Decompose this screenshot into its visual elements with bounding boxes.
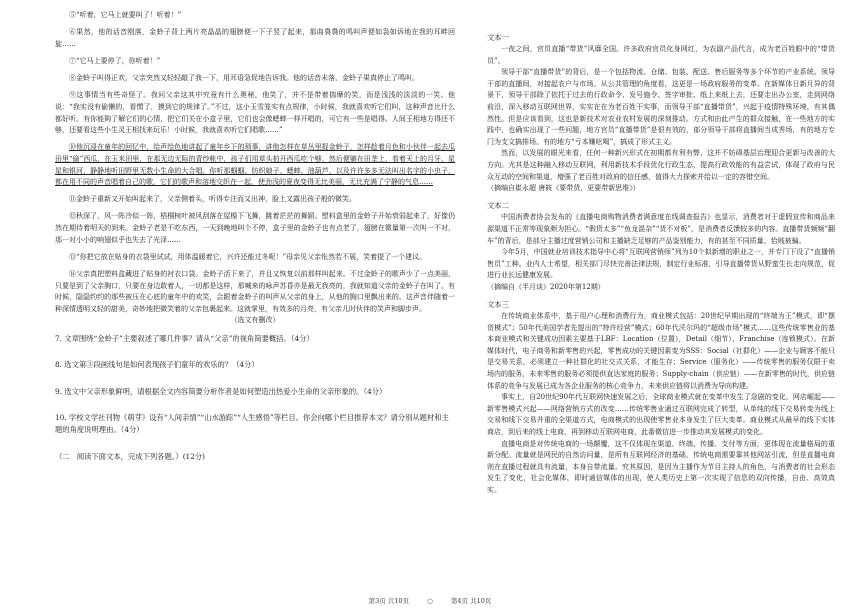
para-12: ⑫秋深了，风一阵冷似一阵，梧桐树叶被风刮落在屋檐下飞舞，跳着茫茫的舞蹈。塑料盒里的金蛉子开始衰弱起来了，好像仍然在期待着明天的到来。金蛉子老是不吃东西，一天到晚地叫个不停，盒子里的金蛉子也有点老了，翅膀在微量第一次叫一不对，那一对小小的响翅似乎也失去了光泽……: [55, 212, 455, 244]
para-8: ⑧金蛉子叫得正欢，父亲突然又轻轻敲了我一下，用耳语急促地告诉我。他的话音未落，金蛉子果真停止了鸣叫。: [69, 74, 419, 83]
question-9: 9. 选文中父亲形象鲜明，请根据全文内容简要分析作者是如何塑造出热爱小生命的父亲形象的。（4分）: [55, 386, 387, 396]
text-two-heading: 文本二: [487, 201, 509, 211]
text-one-para: 一夜之间，官员直播“带货”风靡全国。许多政府官员化身网红，为农副产品代言，成为老百姓眼中的“带货员”。: [487, 45, 835, 65]
section-two-heading: （二 阅读下面文本，完成下列各题。）(12分): [55, 451, 205, 461]
question-7: 7. 文章围绕“金蛉子”主要叙述了哪几件事？请从“父亲”的视角简要概括。（4分）: [55, 333, 314, 343]
page-number-right: 第4页 共10页: [450, 597, 492, 605]
text-one-para: 然而，以发展的眼光来看，任何一种新兴形式在初期都有利有弊，这并不妨碍基层治理迎合更新与改善的大方向。尤其是这种融入移动互联网，利用新技术手段优化行政生态，提高行政效能的有益尝试，体现了政府与民众互动的空间和渠道，增强了老百姓对政府的信任感，值得大力探索并给以一定的容错空间。: [487, 149, 835, 181]
text-three-para: 事实上，自20世纪90年代互联网快速发展之后，全球商业模式就在变革中发生了急剧的变化，网店崛起——新零售模式兴起——网络营销方式的改变……传统零售业通过互联网完成了转型，从单纯的线下交易转变为线上交易和线下交易并重的全渠道方式，电商模式的出现使零售业本身发生了巨大变革。商业模式从最早的线下实体商店，到后来的线上电商，再到移动互联网电商，此番微信进一步推动其发展模式的变化。: [487, 393, 835, 436]
text-one-para: 领导干部“直播带货”的背后，是一个包括物流、仓储、包装、配送、售后服务等多个环节的产业系统。领导干部的直播间，对接起农户与市场。从公共管理的角度看，这更是一场政府服务的变革。在新媒体日新月异的背景下，领导干部除了依托于过去的行政命令、发号施令、签字审批、纸上来纸上去，还要走出办公室，走到网络前沿，深入移动互联网世界，实实在在为老百姓干实事，而领导干部“直播带货”，兴起于疫情特殊环境，有其偶然性。但是应该看到，这也是新技术对农业农村发展的深刻推动。方式和由此产生的群众接触，在一些地方的实践中，也确实出现了一些问题，地方官员“直播带货”是很有效的，部分领导干部将直播间当成秀场，有的地方专门为支文搞排场。有的地方“亏本赚吆喝”，搞成了形式主义。: [487, 68, 835, 146]
text-two-para: 中国消费者协会发布的《直播电商购物消费者满意度在线调查报告》也显示，消费者对于虚假宣传和商品来源渠道不正常等现象颇为担心。“假货太多”“鱼龙混杂”“货不对板”，是消费者反馈较多的内容。直播带货频频“翻车”的背后，是部分主播过度营销公司和主播缺乏足够的产品鉴别能力，有的甚至不同质量、恰贱被骗。: [487, 213, 835, 245]
question-10: 10. 学校文学社刊物《萌芽》设有“人间亲情”“山水游踪”“人生感悟”等栏目。你会向哪个栏目推荐本文？请分别从题材和主题的角度说明理由。（4分）: [55, 413, 449, 434]
para-13: ⑬“你把它放在贴身的衣袋里试试，用体温暖着它，兴许还能过冬呢！”母亲见父亲怅然若不展，笑着提了一个建议。: [69, 252, 427, 261]
para-11: ⑪金蛉子重新又开始叫起来了，父亲侧着头，听得专注而又出神，脸上又露出孩子般的微笑。: [69, 195, 356, 204]
para-7: ⑦“它马上要停了，你听着！”: [69, 56, 161, 65]
right-column: [487, 32, 835, 497]
para-10: ⑩他沉浸在童年的回忆中，给声绘色地讲起了童年乡下的琐事，讲他怎样在草丛里捉金蛉子，怎样趁着月色和小伙伴一起去瓜田里“偷”西瓜，在玉米田里，在那无边无际的青纱帐中，孩子们用草头拍开西瓜吃个够，然后便躺在田垄上，看着天上的月牙，星星和银河，静静地听田野里无数小生命的大合唱。你听那蝈蝈、纺织娘子、蟋蟀、油葫芦，以及许许多多无法叫出名字的小虫子，都在用不同的声音唱着自己的歌，它们的歌声和溶地交织在一起，使劲浅的夏夜变得无比美丽，无比充满了宁静的气息……: [55, 143, 455, 187]
left-column: [55, 10, 455, 462]
para-5: ⑤“听着，它马上就要叫了！听着！”: [69, 11, 182, 19]
question-8: 8. 选文第③段画线句是如何表现孩子们童年的欢乐的？（4分）: [55, 360, 259, 370]
para-14: ⑭父亲真把塑料盒藏进了贴身的衬衣口袋。金蛉子活下来了，并且又恢复以前那样叫起来。不过金蛉子的歌声少了一点美丽，只要是到了父亲胸口，只要在身边敢着人，一切都是这样，那喊来的咏声苏昏亦是最无我亮的，我就知道父亲的金蛉子在叫了。有时候，隐隐约约的那些被压在心底的童年中的欢笑，会跟着金蛉子的叫声从父亲的身上，从他的胸口里飘出来的。这声音伴随着一种深情透明又轻的甜美，奇妙地把微笑着的父亲包裹起来。这就掌里，有效多的月亮，有父亲儿时伙伴的笑声和脚步声。: [55, 270, 455, 313]
source-note: （选文有删改）: [230, 316, 280, 325]
fold-mark: ○: [427, 597, 433, 605]
page-number-left: 第3页 共10页: [368, 597, 410, 605]
text-two-para: 今年5月，中国就业培训技术指导中心将“互联网营销师”列为10个拟新增的职业之一，并专门下设了“直播销售员”工种。业内人士希望，相关部门尽快完善法律法规，制定行业标准，引导直播带货从野蛮生长走向规范，促进行业长远健康发展。: [487, 248, 835, 280]
para-6: ⑥果然，他的话音刚落，金蛉子背上两片亮晶晶的翅膀便一下子竖了起来，那曲裊裊的鸣叫声便如袅如诉地在我的耳畔回旋……: [55, 28, 455, 48]
text-two-source: （摘编自《半月谈》2020年第12期）: [487, 282, 605, 291]
para-9: ⑨这事情当有些奇怪了。我问父亲这其中究竟有什么奥秘，他笑了，并不是带着揣摩的笑，而是浅浅的淡淡的一笑。他说：“我实没有偷懒的，看惯了，摸到它的规律了。”不过，这小玉雪笼实有点规律，小时候，我就喜欢听它们叫，这种声音比什么都好听。有你能夠了解它们的心情，把它们关在小盒子里，它们也会像蟋蟀一样开唱的，可它有一些是唱得。人间王相地方得还不够，还要看这些小生灵王相找来玩乐！小时候，我就喜欢听它们唱歌……”: [55, 91, 455, 135]
page-footer: [0, 596, 860, 605]
text-three-para: 直播电商是对传统电商的一场颠覆，这不仅体现在渠道、终端、传播、支付等方面，更体现在流量格局的重新分配。流量就是网民的自然访问量，是所有互联网经济的基础，传统电商需要靠其他网站引流，但是直播电商则在直播过程就具有流量，本身自带流量。究其原因，是因为主播作为节目主持人的角色，与消费者的社会形态发生了变化，社会化媒体，即时通信媒体的出现，使人类历史上第一次实现了信息的双向传播，自由、高效真实。: [487, 439, 835, 494]
text-one-source: （摘编自崔永超 唐筱《要带货，更要带新思维》）: [487, 184, 640, 193]
text-one-heading: 文本一: [487, 33, 509, 42]
text-three-para: 在传统商业体系中，基于用户心理和消费行为，商业模式包括：20世纪早期出现的“终端为王”模式，即“摆货模式”；50年代美国学者先提出的“特许经营”模式；60年代沃尔玛的“超级市场”模式……这些传统零售业的基本商业模式和关键成功因素主要基于LBF：Location（位置），Detail（细节），Franchise（连锁模式）。在新媒体时代，电子商务和新零售的兴起，零售成功的关键因素变为SSS：Social（社群化）——企业与顾客不能只是交易关系，必须建立一种社群化的社交式关系，才能生存；Service（服务化）——传统零售的服务仅限于卖场内的服务，未来零售的服务必须提供直达家庭的服务；Supply-chain（供应链）——在新零售的时代，供应链体系的竞争与发展已成为各企业服务的核心竞争力，未来供应链将以消费为导向构建。: [487, 312, 835, 390]
text-three-heading: 文本三: [487, 300, 509, 310]
